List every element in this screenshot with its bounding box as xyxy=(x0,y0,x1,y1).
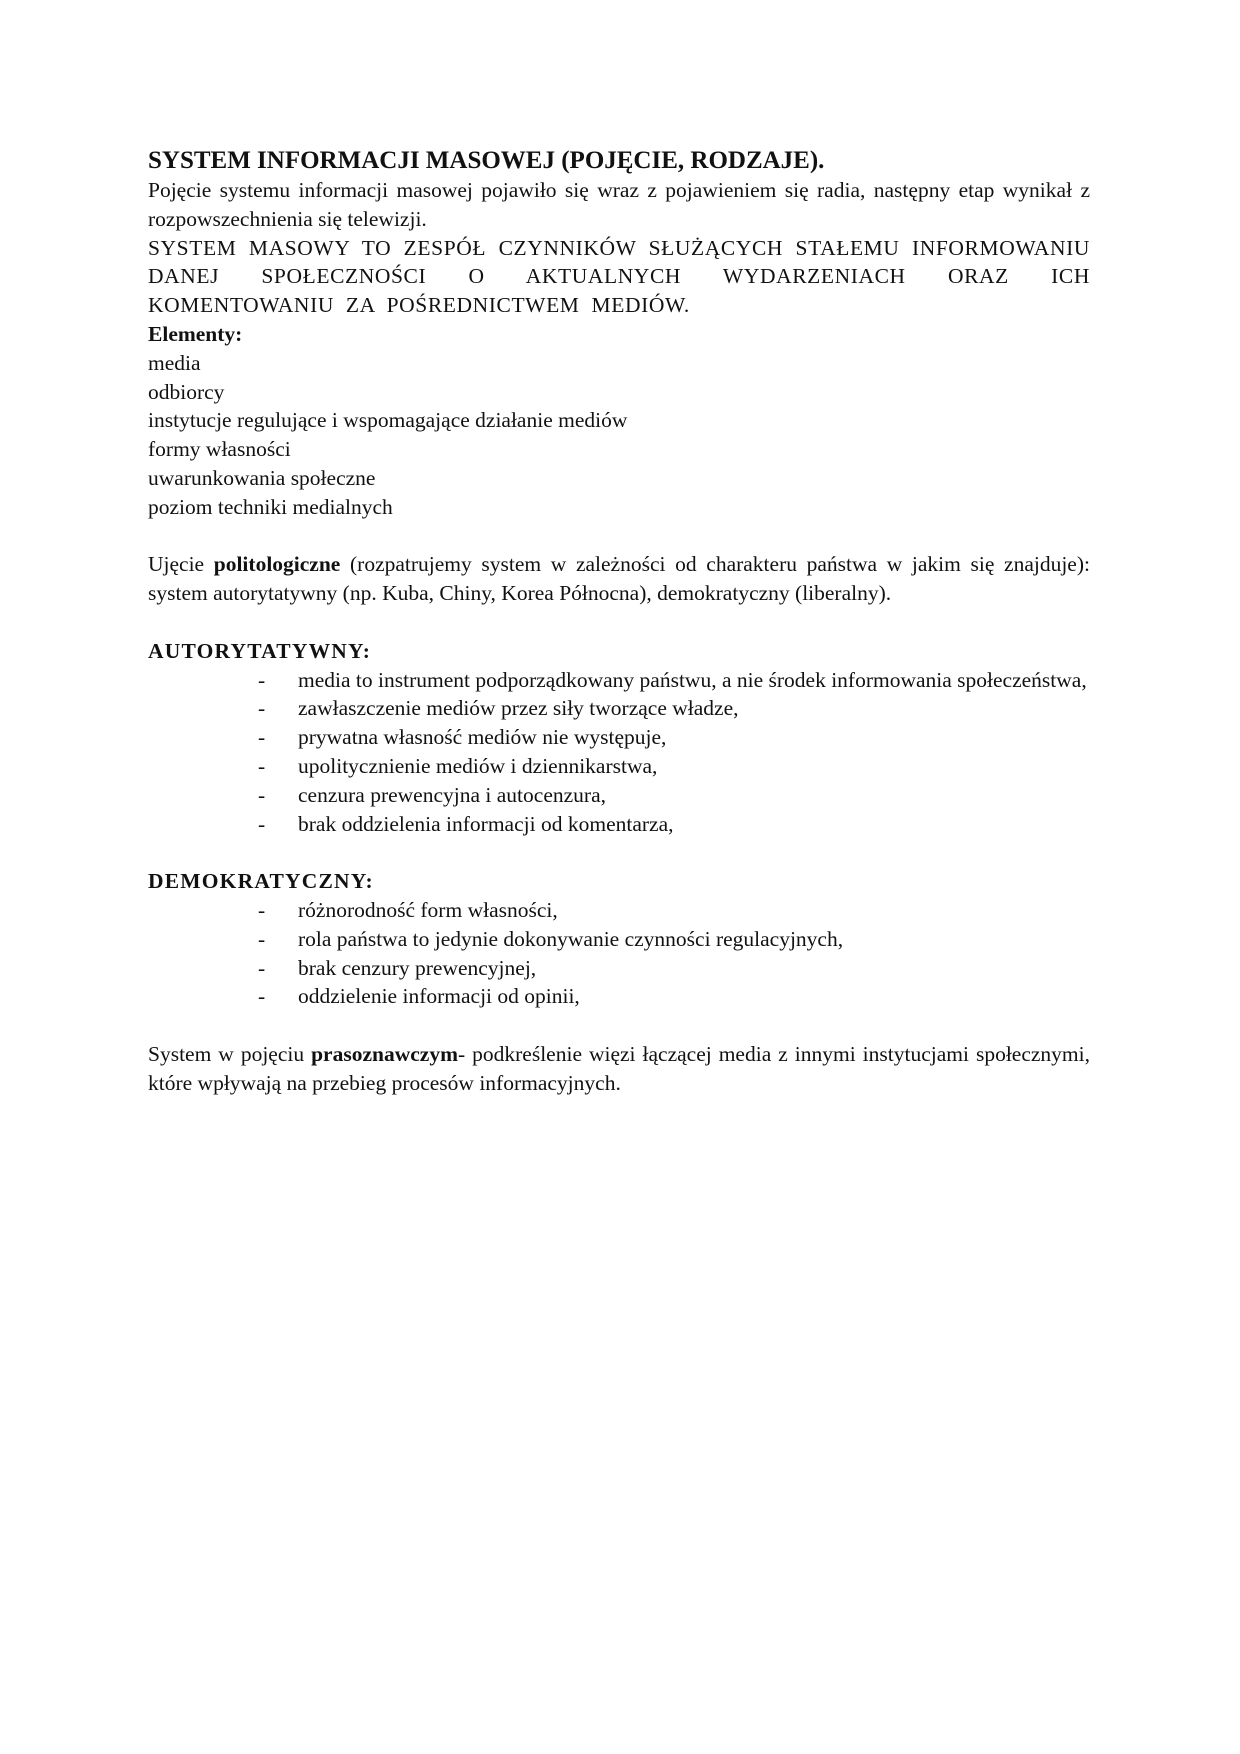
political-suffix: (rozpatrujemy system w zależności od charakteru państwa w jakim się znajduje): system autorytatywny (np. Kuba, Chiny, Korea Północna), demokratyczny (liberalny). xyxy=(148,552,1090,606)
authoritarian-list-item xyxy=(148,752,1090,781)
democratic-heading: DEMOKRATYCZNY: xyxy=(148,869,374,894)
press-paragraph xyxy=(148,1040,1090,1098)
spacer xyxy=(148,838,1090,867)
dash-marker: - xyxy=(258,955,266,980)
document-page xyxy=(148,146,1090,1098)
intro-paragraph: Pojęcie systemu informacji masowej pojawiło się wraz z pojawieniem się radia, następny etap wynikał z rozpowszechnienia się telewizji. xyxy=(148,178,1090,231)
authoritarian-item-text: upolitycznienie mediów i dziennikarstwa, xyxy=(298,753,658,778)
elements-list-item: instytucje regulujące i wspomagające działanie mediów xyxy=(148,408,628,433)
dash-marker: - xyxy=(258,897,266,922)
press-suffix: - podkreślenie więzi łączącej media z innymi instytucjami społecznymi, które wpływają na przebieg procesów informacyjnych. xyxy=(148,1041,1090,1095)
authoritarian-heading: AUTORYTATYWNY: xyxy=(148,638,372,663)
elements-heading: Elementy: xyxy=(148,321,243,346)
elements-list-item: poziom techniki medialnych xyxy=(148,494,393,519)
democratic-list-item xyxy=(148,896,1090,925)
elements-list xyxy=(148,349,1090,522)
elements-list-item: uwarunkowania społeczne xyxy=(148,465,376,490)
authoritarian-item-text: zawłaszczenie mediów przez siły tworzące władze, xyxy=(298,696,739,721)
document-title: SYSTEM INFORMACJI MASOWEJ (POJĘCIE, RODZAJE). xyxy=(148,147,825,174)
authoritarian-item-text: brak oddzielenia informacji od komentarza, xyxy=(298,811,674,836)
democratic-list-item xyxy=(148,982,1090,1011)
dash-marker: - xyxy=(258,696,266,721)
authoritarian-item-text: cenzura prewencyjna i autocenzura, xyxy=(298,782,606,807)
authoritarian-list-item xyxy=(148,723,1090,752)
authoritarian-list-item xyxy=(148,694,1090,723)
dash-marker: - xyxy=(258,811,266,836)
dash-marker: - xyxy=(258,984,266,1009)
democratic-list xyxy=(148,896,1090,1011)
dash-marker: - xyxy=(258,753,266,778)
spacer xyxy=(148,522,1090,551)
spacer xyxy=(148,608,1090,637)
authoritarian-list-item xyxy=(148,666,1090,695)
democratic-item-text: brak cenzury prewencyjnej, xyxy=(298,955,537,980)
dash-marker: - xyxy=(258,725,266,750)
authoritarian-list xyxy=(148,666,1090,839)
political-prefix: Ujęcie xyxy=(148,552,214,577)
dash-marker: - xyxy=(258,926,266,951)
press-prefix: System w pojęciu xyxy=(148,1041,312,1066)
press-bold-term: prasoznawczym xyxy=(311,1041,458,1066)
dash-marker: - xyxy=(258,782,266,807)
authoritarian-list-item xyxy=(148,781,1090,810)
elements-list-item: media xyxy=(148,350,201,375)
definition-paragraph: SYSTEM MASOWY TO ZESPÓŁ CZYNNIKÓW SŁUŻĄCYCH STAŁEMU INFORMOWANIU DANEJ SPOŁECZNOŚCI O AKTUALNYCH WYDARZENIACH ORAZ ICH KOMENTOWANIU ZA POŚREDNICTWEM MEDIÓW. xyxy=(148,235,1090,318)
authoritarian-item-text: prywatna własność mediów nie występuje, xyxy=(298,725,667,750)
dash-marker: - xyxy=(258,667,266,692)
spacer xyxy=(148,1011,1090,1040)
democratic-list-item xyxy=(148,954,1090,983)
democratic-list-item xyxy=(148,925,1090,954)
elements-list-item: odbiorcy xyxy=(148,379,225,404)
democratic-item-text: rola państwa to jedynie dokonywanie czynności regulacyjnych, xyxy=(298,926,844,951)
democratic-item-text: oddzielenie informacji od opinii, xyxy=(298,984,580,1009)
elements-list-item: formy własności xyxy=(148,437,291,462)
political-paragraph xyxy=(148,550,1090,608)
authoritarian-list-item xyxy=(148,810,1090,839)
authoritarian-item-text: media to instrument podporządkowany państwu, a nie środek informowania społeczeństwa, xyxy=(298,667,1087,692)
political-bold-term: politologiczne xyxy=(213,552,341,577)
democratic-item-text: różnorodność form własności, xyxy=(298,897,558,922)
